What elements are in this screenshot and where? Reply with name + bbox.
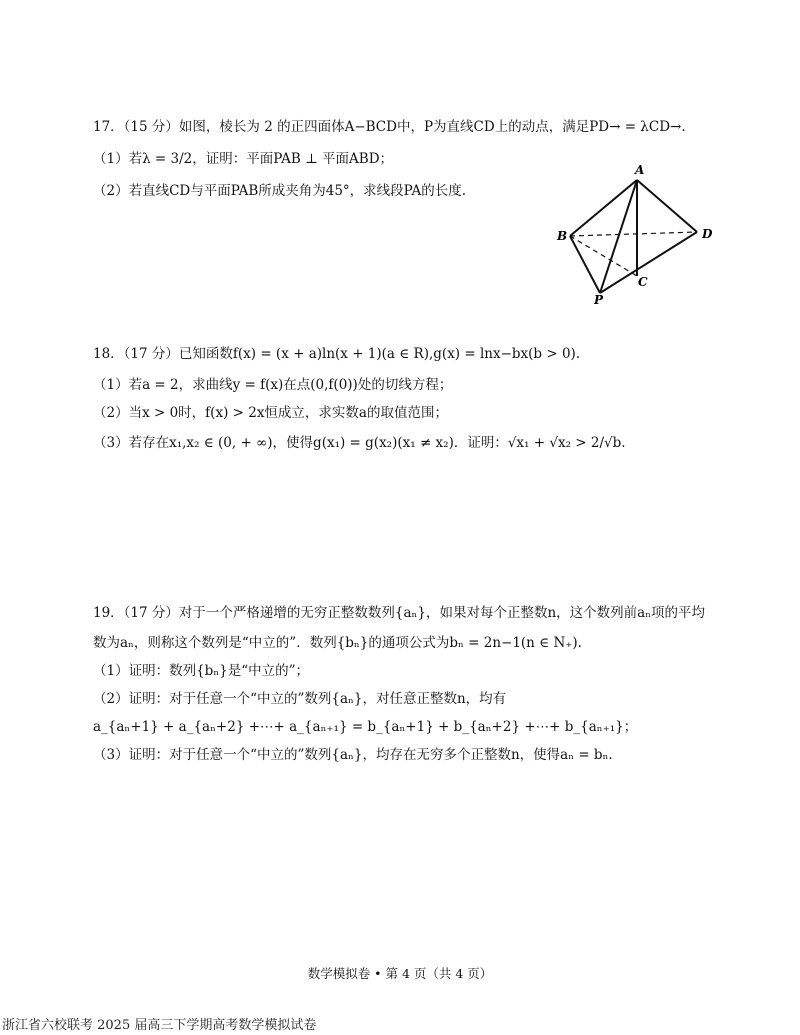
q18-part3: （3）若存在x₁,x₂ ∈ (0, + ∞)，使得g(x₁) = g(x₂)(x₁ ≠ x₂)．证明：√x₁ + √x₂ > 2/√b.: [93, 435, 626, 451]
q19-part3: （3）证明：对于任意一个“中立的”数列{aₙ}，均存在无穷多个正整数n，使得aₙ = bₙ.: [93, 747, 613, 763]
q17-part2: （2）若直线CD与平面PAB所成夹角为45°，求线段PA的长度.: [93, 183, 467, 199]
q18-part1: （1）若a = 2，求曲线y = f(x)在点(0,f(0))处的切线方程；: [93, 377, 453, 393]
q19-stem-line1: 19．（17 分）对于一个严格递增的无穷正整数数列{aₙ}，如果对每个正整数n，这个数列前aₙ项的平均: [93, 605, 706, 621]
q17-stem: 17．（15 分）如图，棱长为 2 的正四面体A−BCD中，P为直线CD上的动点，满足PD→ = λCD→.: [93, 119, 686, 135]
document-watermark: 浙江省六校联考 2025 届高三下学期高考数学模拟试卷: [2, 1018, 317, 1033]
page-footer: 数学模拟卷 • 第 4 页（共 4 页）: [307, 966, 493, 981]
label-D: D: [702, 227, 713, 241]
q19-part2-line1: （2）证明：对于任意一个“中立的”数列{aₙ}，对任意正整数n，均有: [93, 691, 507, 707]
label-A: A: [635, 163, 645, 177]
label-B: B: [557, 229, 568, 243]
label-P: P: [594, 293, 604, 306]
q19-part1: （1）证明：数列{bₙ}是“中立的”；: [93, 663, 310, 679]
q18-part2: （2）当x > 0时，f(x) > 2x恒成立，求实数a的取值范围；: [93, 405, 448, 421]
q18-stem: 18．（17 分）已知函数f(x) = (x + a)ln(x + 1)(a ∈ R),g(x) = lnx−bx(b > 0).: [93, 346, 581, 362]
label-C: C: [638, 275, 648, 289]
q19-part2-line2: a_{aₙ+1} + a_{aₙ+2} +⋯+ a_{aₙ₊₁} = b_{aₙ+1} + b_{aₙ+2} +⋯+ b_{aₙ₊₁}；: [93, 719, 638, 735]
tetrahedron-figure: [552, 158, 722, 306]
q17-part1: （1）若λ = 3/2，证明：平面PAB ⊥ 平面ABD；: [93, 151, 394, 167]
q19-stem-line2: 数为aₙ，则称这个数列是“中立的”．数列{bₙ}的通项公式为bₙ = 2n−1(n ∈ N₊).: [93, 635, 582, 651]
